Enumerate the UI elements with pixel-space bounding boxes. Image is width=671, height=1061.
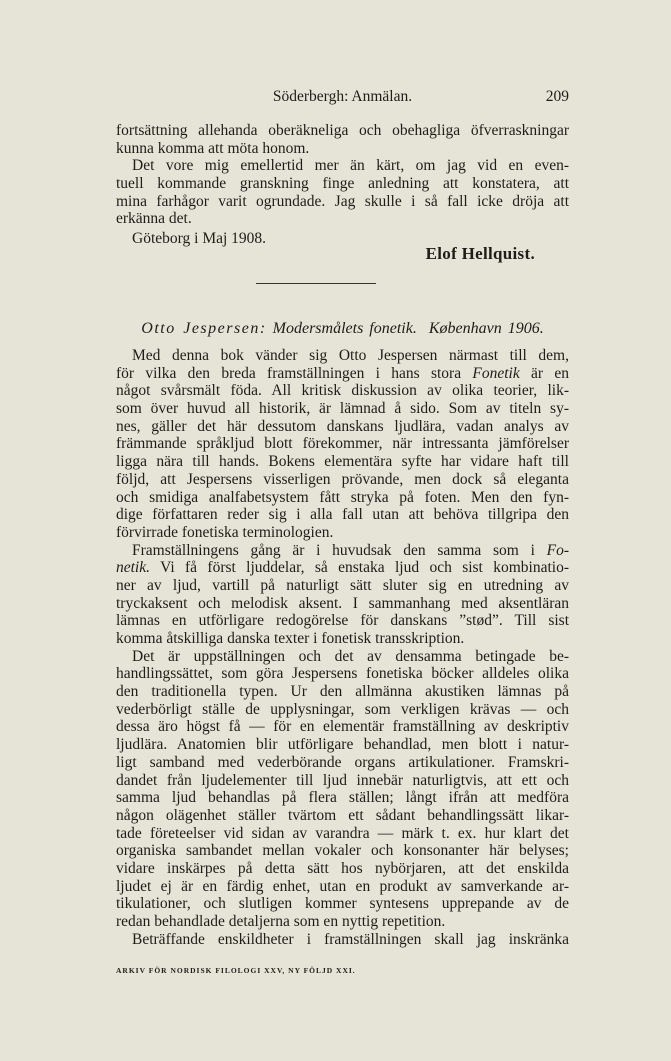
text-line: förvirrade fonetiska terminologien. — [116, 523, 334, 541]
review-place-year: København 1906. — [428, 320, 544, 337]
text-line: som över huvud all historik, är lämnad å sido. Som av titeln sy- — [116, 400, 569, 418]
text-line: följd, att Jespersens visserligen prövande, men dock så eleganta — [116, 470, 569, 488]
review-book: Modersmålets fonetik. — [272, 320, 417, 337]
text-line: fortsättning allehanda oberäkneliga och obehagliga öfverraskningar — [116, 122, 569, 139]
text-line: Beträffande enskildheter i framställningen skall jag inskränka — [132, 930, 569, 948]
text-line: ligt samband med vederbörande organs artikulationer. Framskri- — [116, 753, 569, 771]
running-header — [116, 88, 569, 108]
text-line: Framställningens gång är i huvudsak den samma som i Fo- — [132, 541, 569, 559]
text-line: Det är uppställningen och det av densamma betingade be- — [132, 647, 569, 665]
review-body — [116, 347, 569, 948]
text-line: ner av ljud, vartill på naturligt sätt sluter sig en utredning av — [116, 576, 569, 594]
review-title — [116, 320, 569, 338]
date-line: Göteborg i Maj 1908. — [132, 230, 267, 247]
text-line: kunna komma att möta honom. — [116, 139, 310, 157]
text-line: något svårsmält föda. All kritisk diskussion av olika teorier, lik- — [116, 382, 569, 400]
text-line: främmande språkljud blott förekommer, när intressanta jämförelser — [116, 435, 569, 453]
text-line: någon olägenhet ställer tvärtom ett sådant behandlingssätt likar- — [116, 806, 569, 824]
text-line: lämnas en utförligare redogörelse för danskans ”stød”. Till sist — [116, 612, 569, 630]
text-line: erkänna det. — [116, 210, 192, 228]
text-line: och smidiga analfabetsystem fått stryka på foten. Men den fyn- — [116, 488, 569, 506]
text-line: handlingssättet, som göra Jespersens fonetiska böcker alldeles olika — [116, 665, 569, 683]
text-line: ljudlära. Anatomien blir utförligare behandlad, men blott i natur- — [116, 736, 569, 754]
review-author: Otto Jespersen: — [141, 320, 267, 337]
text-line: Det vore mig emellertid mer än kärt, om jag vid en even- — [132, 157, 569, 175]
text-line: Med denna bok vänder sig Otto Jespersen närmast till dem, — [132, 347, 569, 364]
intro-paragraphs — [116, 122, 569, 228]
text-line: vederbörligt ställe de upplysningar, som verkligen krävas — och — [116, 700, 569, 718]
text-line: dandet från ljudelementer till ljud innebär naturligtvis, att ett och — [116, 771, 569, 789]
text-line: för vilka den breda framställningen i hans stora Fonetik är en — [116, 364, 570, 382]
running-title: Söderbergh: Anmälan. — [272, 88, 413, 105]
text-line: netik. Vi få först ljuddelar, så enstaka ljud och sist kombinatio- — [116, 559, 569, 577]
text-line: ljudet ej är en färdig enhet, utan en produkt av samverkande ar- — [116, 877, 569, 895]
text-line: nes, gäller det här dessutom danskans ljudlära, vadan analys av — [116, 417, 569, 435]
journal-footer: ARKIV FÖR NORDISK FILOLOGI XXV, NY FÖLJD XXI. — [116, 966, 356, 975]
signature: Elof Hellquist. — [425, 244, 535, 263]
text-line: den traditionella typen. Ur den allmänna akustiken lämnas på — [116, 683, 569, 701]
text-line: tuell kommande granskning finge anledning att konstatera, att — [116, 175, 569, 193]
text-line: tryckaksent och melodisk aksent. I sammanhang med aksentläran — [116, 594, 569, 612]
page-number: 209 — [545, 88, 569, 105]
section-divider — [256, 283, 376, 284]
text-line: organiska sambandet mellan vokaler och konsonanter här belyses; — [116, 842, 569, 860]
text-line: tikulationer, och slutligen kommer syntesens upprepande av de — [116, 895, 569, 913]
text-line: dige författaren reder sig i alla fall utan att behöva tillgripa den — [116, 506, 569, 524]
text-line: redan behandlade detaljerna som en nyttig repetition. — [116, 913, 446, 930]
text-line: ligga nära till hands. Bokens elementära syfte har vidare haft till — [116, 453, 569, 471]
text-line: komma åtskilliga danska texter i fonetisk transskription. — [116, 630, 465, 647]
text-line: tade företeelser vid sidan av varandra — märk t. ex. hur klart det — [116, 824, 569, 842]
text-line: dessa äro högst få — för en elementär framställning av deskriptiv — [116, 718, 569, 736]
text-line: mina farhågor varit ogrundade. Jag skulle i så fall icke dröja att — [116, 192, 569, 210]
text-line: samma ljud behandlas på flera ställen; långt ifrån att medföra — [116, 789, 569, 807]
text-line: vidare inskärpes på detta sätt hos nybörjaren, att det enskilda — [116, 859, 569, 877]
